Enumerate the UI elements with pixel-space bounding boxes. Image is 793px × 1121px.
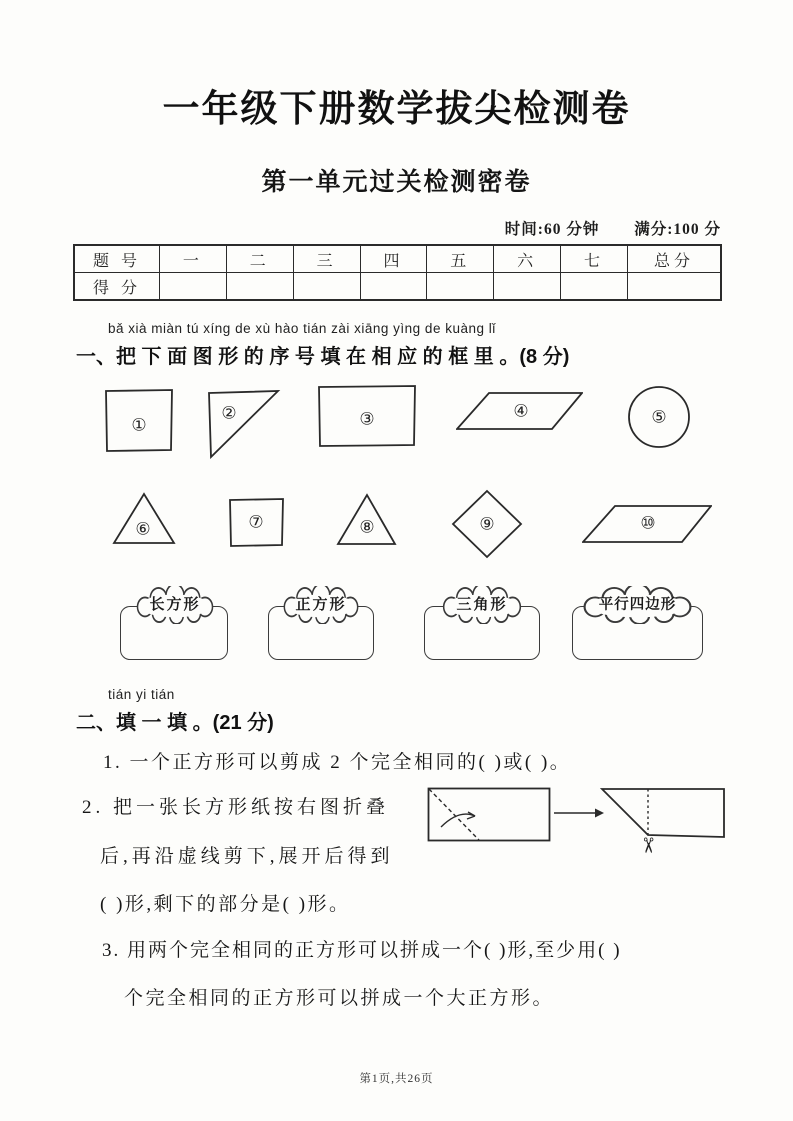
shape-diamond-9	[451, 489, 523, 559]
shape-triangle-8	[334, 493, 399, 546]
col-header: 一	[160, 245, 227, 273]
table-row	[74, 245, 721, 273]
col-header: 六	[494, 245, 561, 273]
fold-figure-after	[600, 787, 726, 855]
question-1-text: 1. 一个正方形可以剪成 2 个完全相同的( )或( )。	[103, 752, 572, 773]
shape-triangle-6	[110, 492, 178, 545]
shape-number: ④	[513, 401, 529, 421]
col-header: 七	[561, 245, 628, 273]
section2-pinyin: tián yi tián	[108, 687, 175, 702]
time-score-info	[505, 217, 721, 239]
question-number-label: 题 号	[74, 245, 160, 273]
transform-arrow-icon	[553, 806, 605, 825]
shape-circle-5	[627, 385, 691, 449]
score-cell	[293, 273, 360, 301]
col-header: 五	[427, 245, 494, 273]
shape-parallelogram-10	[582, 505, 712, 543]
category-label: 平行四边形	[598, 596, 677, 613]
category-label: 长方形	[149, 596, 201, 613]
category-box-parallelogram	[572, 586, 703, 662]
shape-square-1	[104, 388, 174, 453]
col-header-total: 总分	[628, 245, 722, 273]
page-title: 一年级下册数学拔尖检测卷	[162, 88, 631, 129]
cloud-label-bubble	[277, 586, 365, 624]
page-number: 第1页,共26页	[359, 1073, 434, 1085]
shape-number: ①	[131, 415, 147, 435]
unit-subtitle: 第一单元过关检测密卷	[261, 169, 532, 196]
category-box-rectangle	[120, 586, 228, 662]
question-2-line1: 2. 把一张长方形纸按右图折叠	[82, 797, 390, 818]
score-cell	[628, 273, 722, 301]
col-header: 三	[293, 245, 360, 273]
score-cell	[561, 273, 628, 301]
category-box-square	[268, 586, 374, 662]
shape-number: ⑨	[479, 514, 495, 534]
shape-number: ⑦	[248, 512, 264, 532]
question-2-line2: 后,再沿虚线剪下,展开后得到	[100, 846, 394, 867]
shape-number: ③	[359, 409, 375, 429]
shape-parallelogram-4	[456, 392, 583, 430]
cloud-label-bubble	[574, 586, 701, 624]
cloud-label-bubble	[436, 586, 528, 624]
cloud-label-bubble	[130, 586, 220, 624]
category-label: 正方形	[295, 596, 347, 613]
time-label: 时间:60 分钟	[504, 221, 600, 238]
col-header: 四	[360, 245, 427, 273]
question-3-line2: 个完全相同的正方形可以拼成一个大正方形。	[124, 988, 555, 1009]
col-header: 二	[226, 245, 293, 273]
question-3-line1: 3. 用两个完全相同的正方形可以拼成一个( )形,至少用( )	[102, 940, 622, 961]
shape-number: ⑥	[135, 519, 151, 539]
shape-number: ②	[221, 403, 237, 423]
shape-rectangle-3	[317, 384, 417, 448]
shape-number: ⑧	[359, 517, 375, 537]
category-label: 三角形	[456, 596, 508, 613]
shape-number: ⑤	[651, 407, 667, 427]
score-cell	[427, 273, 494, 301]
question-2-line3: ( )形,剩下的部分是( )形。	[100, 894, 351, 915]
score-table	[73, 244, 722, 301]
shape-triangle-2	[207, 389, 281, 459]
score-cell	[160, 273, 227, 301]
section1-pinyin: bǎ xià miàn tú xíng de xù hào tián zài xiāng yìng de kuàng lǐ	[108, 321, 496, 336]
shape-square-7	[228, 497, 285, 548]
scissors-icon: ✂	[636, 836, 660, 855]
section1-heading: 一、把 下 面 图 形 的 序 号 填 在 相 应 的 框 里 。(8 分)	[76, 346, 570, 368]
shape-number: ⑩	[640, 513, 656, 533]
score-label: 得 分	[74, 273, 160, 301]
table-row	[74, 273, 721, 301]
fold-figure-before	[427, 787, 551, 848]
category-box-triangle	[424, 586, 540, 662]
score-cell	[494, 273, 561, 301]
score-cell	[360, 273, 427, 301]
section2-heading: 二、填 一 填 。(21 分)	[76, 712, 274, 734]
score-cell	[226, 273, 293, 301]
full-score-label: 满分:100 分	[634, 221, 721, 238]
